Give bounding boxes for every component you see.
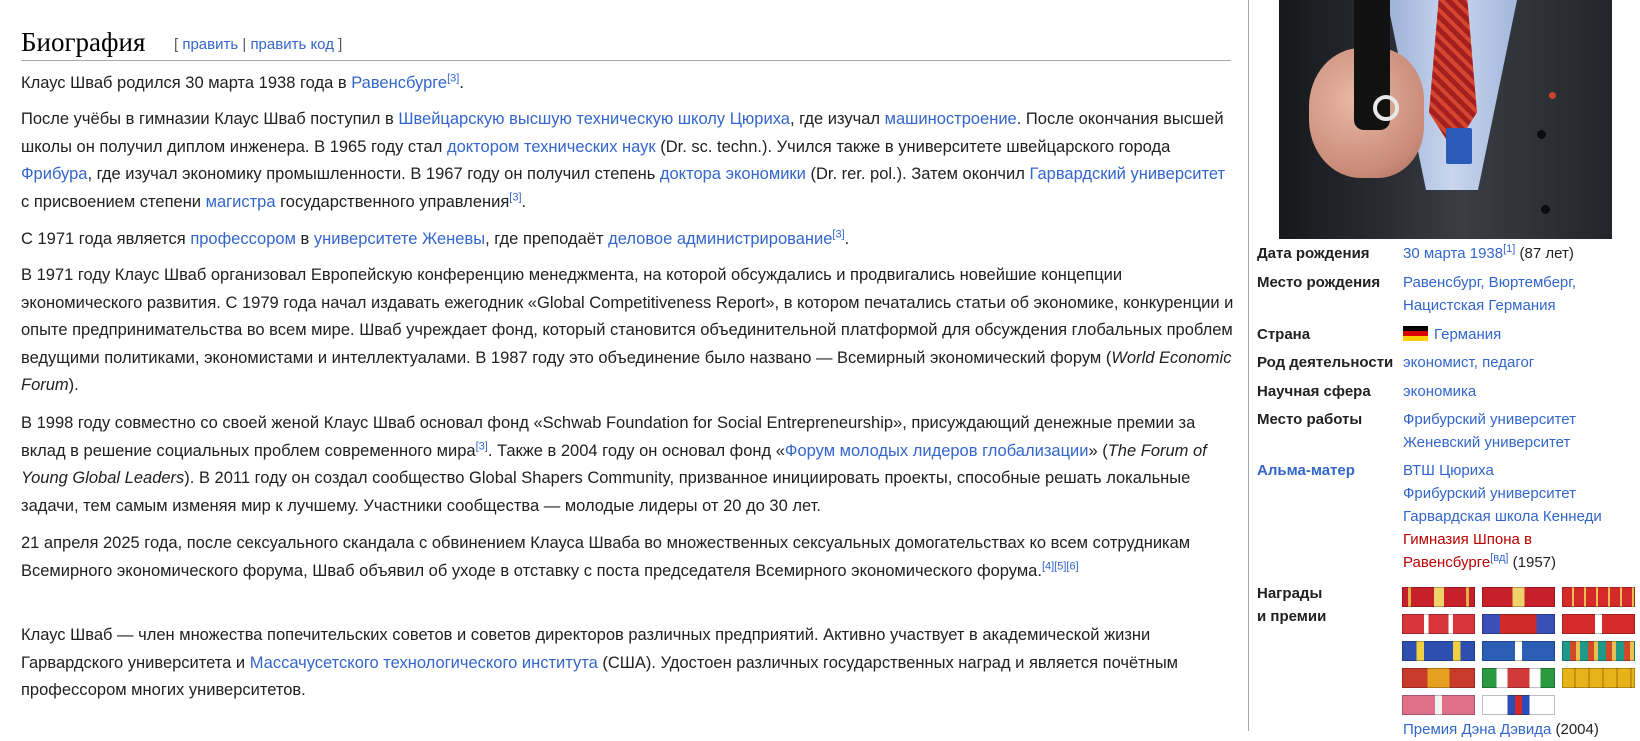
paragraph-birth: Клаус Шваб родился 30 марта 1938 года в Равенсбурге[3]. [21, 72, 464, 92]
link-fribourg[interactable]: Фрибура [21, 165, 88, 183]
link-eth-zurich[interactable]: Швейцарскую высшую техническую школу Цюриха [398, 110, 790, 128]
award-ribbon[interactable] [1562, 641, 1635, 661]
link-doctor-economics[interactable]: доктора экономики [659, 165, 806, 183]
section-heading [21, 22, 1231, 61]
alma-mater-label-link[interactable]: Альма-матер [1257, 462, 1355, 479]
infobox-label-country: Страна [1257, 326, 1311, 343]
portrait-photo[interactable] [1279, 0, 1612, 239]
workplace-link[interactable]: Женевский университет [1403, 434, 1571, 451]
award-ribbon[interactable] [1402, 641, 1475, 661]
photo-jacket-button [1537, 130, 1546, 139]
ref-link[interactable]: [3] [832, 228, 845, 241]
infobox-label-workplace: Место работы [1257, 411, 1363, 428]
infobox-value-country [1403, 323, 1501, 346]
birth-date-link[interactable]: 30 марта 1938 [1403, 245, 1504, 262]
award-ribbon[interactable] [1482, 587, 1555, 607]
paragraph-professorship: С 1971 года является профессором в университете Женевы, где преподаёт деловое администрирование[3]. [21, 228, 850, 248]
award-ribbon[interactable] [1482, 668, 1555, 688]
edit-links: [ править | править код ] [174, 36, 343, 53]
infobox-label-birth-place: Место рождения [1257, 274, 1381, 291]
link-doctor-technical-sciences[interactable]: доктором технических наук [446, 137, 656, 156]
link-young-global-leaders[interactable]: Форум молодых лидеров глобализации [784, 441, 1089, 460]
award-ribbon[interactable] [1482, 641, 1555, 661]
link-harvard[interactable]: Гарвардский университет [1029, 165, 1226, 183]
birth-place-link[interactable]: Равенсбург, Вюртемберг, [1403, 274, 1577, 291]
edit-code-link[interactable]: править код [250, 36, 334, 53]
link-university-geneva[interactable]: университете Женевы [313, 230, 486, 248]
paragraph-schwab-foundation: В 1998 году совместно со своей женой Клаус Шваб основал фонд «Schwab Foundation for Social Entrepreneurship», присуждающий денежные премии за вклад в решение социальных проблем современного мира[3]. Также в 2004 году он основал фонд «Форум молодых лидеров глобализации» (The Forum of Young Global Leaders). В 2011 году он создал сообщество Global Shapers Community, призванное инициировать проекты, способные решать локальные задачи, тем самым изменяя мир к лучшему. Участники сообщества — молодые лидеры от 20 до 30 лет. [21, 414, 1207, 515]
wikidata-ref-link[interactable]: [вд] [1490, 552, 1509, 564]
infobox-value-alma-mater: ВТШ Цюриха Фрибурский университет Гарвардская школа Кеннеди Гимназия Шпона в Равенсбурге[вд] (1957) [1403, 462, 1602, 571]
infobox-value-birth-date: 30 марта 1938[1] (87 лет) [1403, 243, 1574, 262]
photo-mic-ring [1373, 95, 1399, 121]
alma-mater-link[interactable]: ВТШ Цюриха [1403, 462, 1494, 479]
link-ravensburg[interactable]: Равенсбурге [351, 74, 448, 92]
link-mit[interactable]: Массачусетского технологического института [249, 653, 598, 672]
photo-badge [1446, 128, 1472, 164]
infobox-value-field [1403, 380, 1476, 403]
link-master[interactable]: магистра [205, 192, 276, 211]
ref-link[interactable]: [1] [1503, 243, 1516, 255]
paragraph-education: После учёбы в гимназии Клаус Шваб поступил в Швейцарскую высшую техническую школу Цюриха, где изучал машиностроение. После окончания высшей школы он получил диплом инженера. В 1965 году стал доктором технических наук (Dr. sc. techn.). Учился также в университете швейцарского города Фрибура, где изучал экономику промышленности. В 1967 году он получил степень доктора экономики (Dr. rer. pol.). Затем окончил Гарвардский университет с присвоением степени магистра государственного управления[3]. [21, 110, 1226, 211]
ref-link[interactable]: [3] [509, 191, 522, 203]
workplace-link[interactable]: Фрибурский университет [1403, 411, 1576, 428]
award-ribbon[interactable] [1402, 695, 1475, 715]
ref-link[interactable]: [5] [1054, 560, 1067, 572]
link-professor[interactable]: профессором [190, 230, 296, 248]
award-ribbon[interactable] [1482, 614, 1555, 634]
section-title: Биография [21, 27, 146, 57]
infobox-label-alma-mater [1257, 459, 1355, 482]
paragraph-wef-founding: В 1971 году Клаус Шваб организовал Европейскую конференцию менеджмента, на которой обсуждались и продвигались новейшие концепции экономического развития. С 1979 года начал издавать ежегодник «Global Competitiveness Report», в котором печатались статьи об экономике, конкуренции и опыте предпринимательства во всем мире. Шваб учреждает фонд, который становится объединительной платформой для обсуждения глобальных проблем ведущими политиками, экономистами и интеллектуалами. В 1987 году это объединение было названо — Всемирный экономический форум (World Economic Forum). [21, 266, 1234, 394]
paragraph-boards: Клаус Шваб — член множества попечительских советов и советов директоров различных предприятий. Активно участвует в академической жизни Гарвардского университета и Массачусетского технологического института (США). Удостоен различных государственных наград и является почётным профессором многих университетов. [21, 626, 1179, 699]
infobox-value-occupation [1403, 351, 1534, 374]
infobox-value-workplace [1403, 408, 1576, 454]
paragraph-resignation: 21 апреля 2025 года, после сексуального скандала с обвинением Клауса Шваба во множественных сексуальных домогательствах ко всем сотрудникам Всемирного экономического форума, Шваб объявил об уходе в отставку с поста председателя Всемирного экономического форума.[4][5][6] [21, 534, 1191, 580]
award-ribbon[interactable] [1562, 614, 1635, 634]
award-ribbon[interactable] [1402, 587, 1475, 607]
infobox-label-awards: Награды и премии [1257, 585, 1327, 625]
infobox-label-occupation: Род деятельности [1257, 354, 1394, 371]
infobox-label-field: Научная сфера [1257, 383, 1371, 400]
infobox-label-birth-date: Дата рождения [1257, 245, 1370, 262]
ref-link[interactable]: [6] [1066, 560, 1079, 572]
infobox-value-birth-place [1403, 271, 1576, 317]
alma-mater-redlink[interactable]: Гимназия Шпона в [1403, 531, 1532, 548]
award-ribbon[interactable] [1402, 614, 1475, 634]
alma-mater-link[interactable]: Гарвардская школа Кеннеди [1403, 508, 1602, 525]
link-mechanical-engineering[interactable]: машиностроение [884, 110, 1017, 128]
flag-germany-icon [1403, 326, 1428, 341]
award-ribbon[interactable] [1562, 587, 1635, 607]
occupation-link[interactable]: экономист, педагог [1403, 354, 1535, 371]
award-link[interactable]: Премия Дэна Дэвида [1403, 721, 1552, 738]
edit-link[interactable]: править [182, 36, 239, 53]
infobox-border [1248, 0, 1249, 731]
ref-link[interactable]: [3] [475, 440, 488, 452]
ref-link[interactable]: [3] [447, 72, 460, 85]
award-ribbon[interactable] [1402, 668, 1475, 688]
ref-link[interactable]: [4] [1041, 560, 1055, 572]
alma-mater-redlink[interactable]: Равенсбурге [1403, 554, 1491, 571]
photo-lapel-pin [1549, 92, 1556, 99]
link-business-administration[interactable]: деловое администрирование [608, 230, 833, 248]
country-link[interactable]: Германия [1434, 326, 1502, 343]
award-ribbon[interactable] [1562, 668, 1635, 688]
alma-mater-link[interactable]: Фрибурский университет [1403, 485, 1576, 502]
photo-jacket-button [1541, 205, 1550, 214]
birth-place-country-link[interactable]: Нацистская Германия [1403, 297, 1556, 314]
field-link[interactable]: экономика [1403, 383, 1477, 400]
infobox-value-award-last: Премия Дэна Дэвида (2004) [1403, 721, 1599, 738]
award-ribbon[interactable] [1482, 695, 1555, 715]
